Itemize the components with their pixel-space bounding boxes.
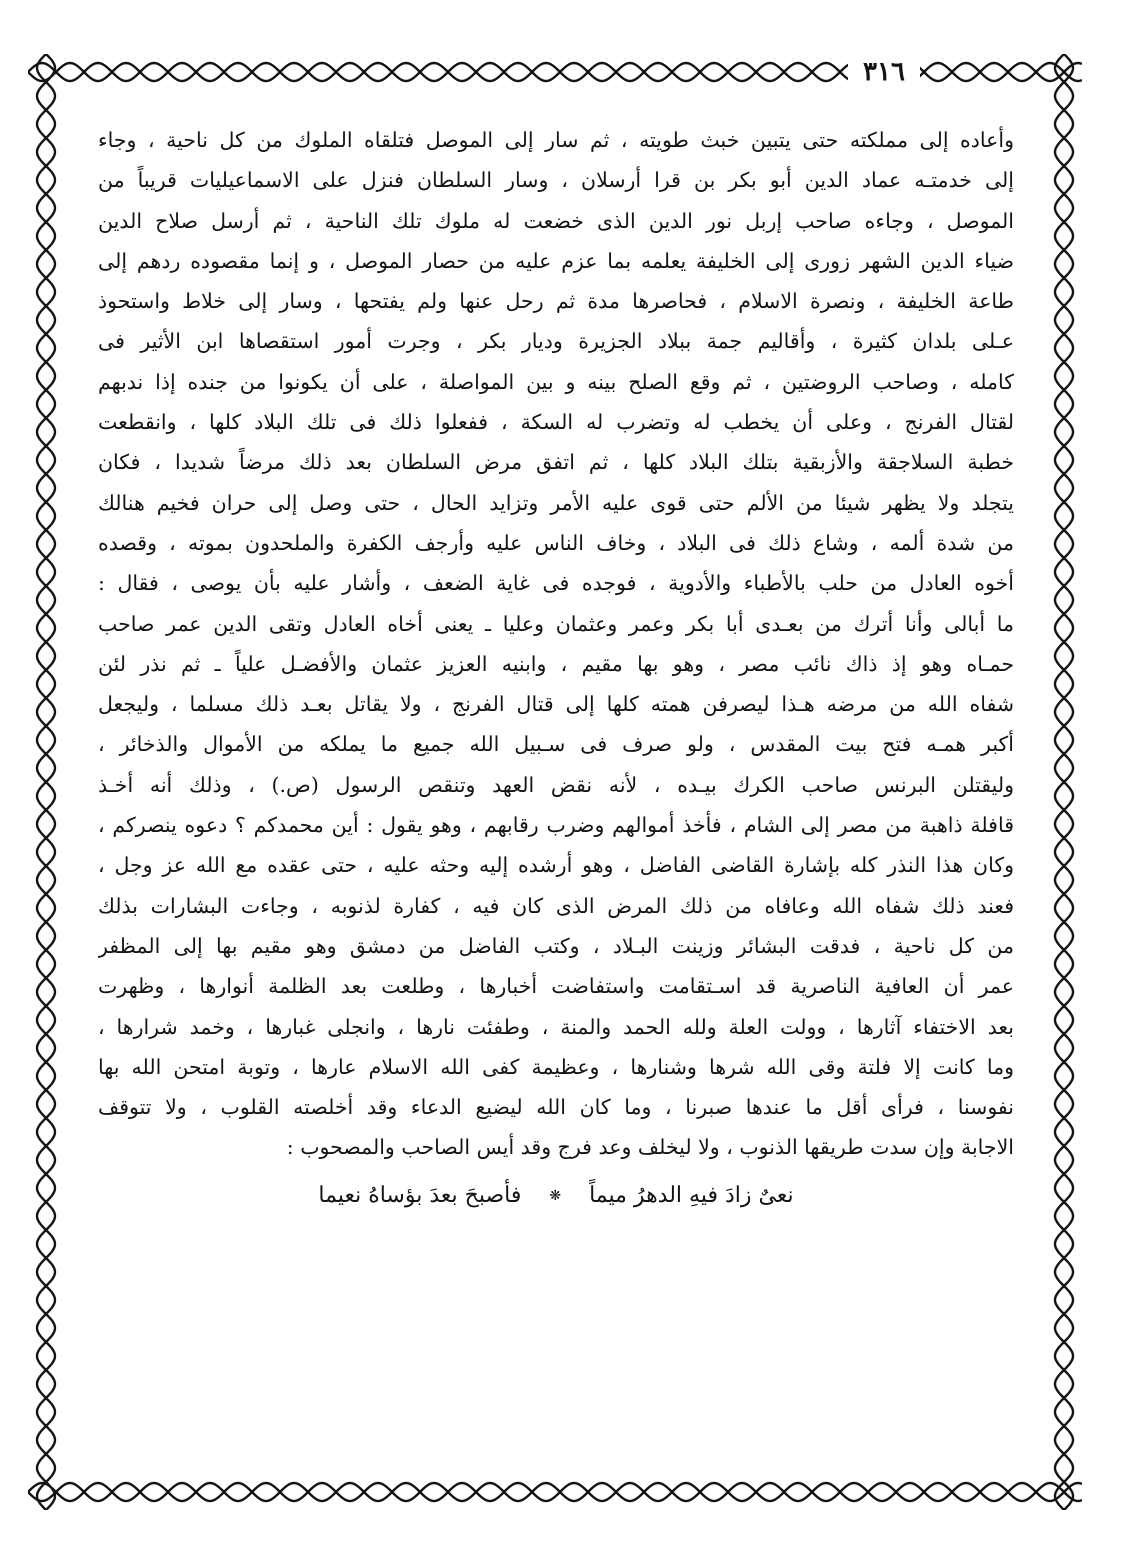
verse	[98, 1174, 1014, 1218]
paragraph	[98, 120, 1014, 1168]
text-line: عـلى بلدان كثيرة ، وأقاليم جمة ببلاد الجزيرة وديار بكر ، وجرت أمور استقصاها ابن الأثير فى	[98, 329, 1014, 354]
text-line: من كل ناحية ، فدقت البشائر وزينت البـلاد ، وكتب الفاضل من دمشق وهو مقيم بها إلى المظفر	[98, 933, 1014, 958]
text-line: فعند ذلك شفاه الله وعافاه من ذلك المرض الذى كان فيه ، كفارة لذنوبه ، وجاءت البشارات بذلك	[98, 893, 1014, 918]
frame-right-border	[1046, 54, 1082, 1510]
text-line: الاجابة وإن سدت طريقها الذنوب ، ولا ليخلف وعد فرج وقد أيس الصاحب والمصحوب :	[286, 1135, 1014, 1160]
text-line: عمر أن العافية الناصرية قد اسـتقامت واستفاضت أخبارها ، وطلعت بعد الظلمة أنوارها ، وظهرت	[98, 974, 1014, 999]
verse-first-hemistich: نعىٌ زادَ فيهِ الدهرُ ميماً	[589, 1182, 794, 1208]
text-line: أخوه العادل من حلب بالأطباء والأدوية ، فوجده فى غاية الضعف ، وأشار عليه بأن يوصى ، فقال :	[98, 571, 1014, 596]
text-line: ضياء الدين الشهر زورى إلى الخليفة يعلمه بما عزم عليه من حصار الموصل ، و إنما مقصوده ردهم إلى	[98, 248, 1014, 273]
text-line: وما كانت إلا فلتة وقى الله شرها وشنارها ، وعظيمة كفى الله الاسلام عارها ، وتوبة امتحن الله بها	[98, 1054, 1014, 1079]
text-line: نفوسنا ، فرأى أقل ما عندها صبرنا ، وما كان الله ليضيع الدعاء وقد أخلصته القلوب ، ولا تتوقف	[98, 1095, 1014, 1120]
page-number: ٣١٦	[848, 54, 920, 90]
page-text	[98, 120, 1014, 1490]
text-line: بعد الاختفاء آثارها ، وولت العلة ولله الحمد والمنة ، وطفئت نارها ، وانجلى غبارها ، وخمد شرارها ،	[98, 1014, 1014, 1039]
text-line: شفاه الله من مرضه هـذا ليصرفن همته كلها إلى قتال الفرنج ، ولا يقاتل بعـد ذلك مسلما ، وليجعل	[98, 692, 1014, 717]
frame-left-border	[28, 54, 64, 1510]
text-line: يتجلد ولا يظهر شيئا من الألم حتى قوى عليه الأمر وتزايد الحال ، حتى وصل إلى حران فخيم هنالك	[98, 490, 1014, 515]
verse-separator: ❋	[549, 1187, 562, 1204]
text-line: وليقتلن البرنس صاحب الكرك بيـده ، لأنه نقض العهد وتنقص الرسول (ص.) ، وذلك أنه أخـذ	[98, 772, 1014, 797]
text-line: خطبة السلاجقة والأزبقية بتلك البلاد كلها ، ثم اتفق مرض السلطان بعد ذلك مرضاً شديدا ، فكان	[98, 450, 1014, 475]
text-line: كامله ، وصاحب الروضتين ، ثم وقع الصلح بينه و بين المواصلة ، على أن يكونوا من جنده إذا ندبهم	[98, 369, 1014, 394]
text-line: أكبر همـه فتح بيت المقدس ، ولو صرف فى سـبيل الله جميع ما يملكه من الأموال والذخائر ،	[98, 732, 1014, 757]
text-line: ما أبالى وأنا أترك من بعـدى أبا بكر وعمر وعثمان وعليا ـ يعنى أخاه العادل وتقى الدين عمر صاحب	[98, 611, 1014, 636]
text-line: لقتال الفرنج ، وعلى أن يخطب له وتضرب له السكة ، ففعلوا ذلك فى تلك البلاد كلها ، وانقطعت	[98, 410, 1014, 435]
frame-top-border	[28, 54, 1082, 90]
text-line: الموصل ، وجاءه صاحب إربل نور الدين الذى خضعت له ملوك تلك الناحية ، ثم أرسل صلاح الدين	[98, 208, 1014, 233]
text-line: طاعة الخليفة ، ونصرة الاسلام ، فحاصرها مدة ثم رحل عنها ولم يفتحها ، وسار إلى خلاط واستحوذ	[98, 289, 1014, 314]
text-line: إلى خدمتـه عماد الدين أبو بكر بن قرا أرسلان ، وسار السلطان فنزل على الاسماعيليات قريباً من	[98, 168, 1014, 193]
text-line: وكان هذا النذر كله بإشارة القاضى الفاضل ، وهو أرشده إليه وحثه عليه ، حتى عقده مع الله عز وجل ،	[98, 853, 1014, 878]
verse-second-hemistich: فأصبحَ بعدَ بؤساهُ نعيما	[318, 1182, 522, 1208]
text-line: قافلة ذاهبة من مصر إلى الشام ، فأخذ أموالهم وضرب رقابهم ، وهو يقول : أين محمدكم ؟ دعوه ينصركم ،	[98, 813, 1014, 838]
text-line: وأعاده إلى مملكته حتى يتبين خبث طويته ، ثم سار إلى الموصل فتلقاه الملوك من كل ناحية ، وجاء	[98, 128, 1014, 152]
text-line: من شدة ألمه ، وشاع ذلك فى البلاد ، وخاف الناس عليه وأرجف الكفرة والملحدون بموته ، وقصده	[98, 530, 1014, 555]
text-line: حمـاه وهو إذ ذاك نائب مصر ، وهو بها مقيم ، وابنيه العزيز عثمان والأفضـل علياً ـ ثم نذر لئن	[98, 651, 1014, 676]
